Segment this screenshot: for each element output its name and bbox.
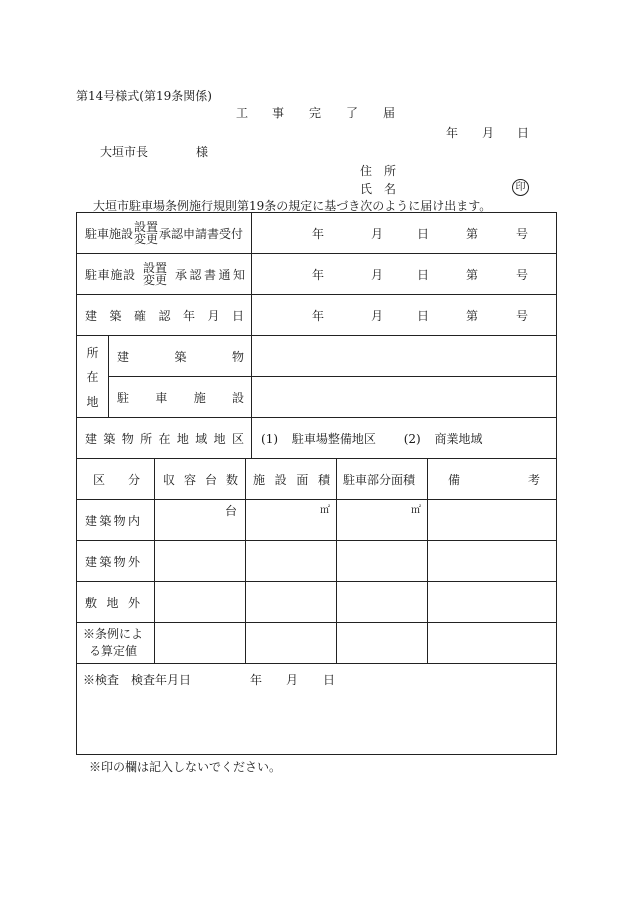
ordinance-label: ※条例によ る算定値 <box>83 627 144 658</box>
confirmation-row <box>77 295 557 336</box>
acceptance-stack-top: 設置 <box>134 220 159 234</box>
inside-capacity[interactable] <box>155 500 246 541</box>
inspection-label: ※検査 <box>83 673 120 687</box>
acceptance-label-right: 承認申請書受付 <box>159 226 244 241</box>
confirmation-label: 建 築 確 認 年 月 日 <box>85 308 245 323</box>
outside-facility-area[interactable] <box>246 541 337 582</box>
offsite-facility-area[interactable] <box>246 582 337 623</box>
intro-text: 大垣市駐車場条例施行規則第19条の規定に基づき次のように届け出ます。 <box>93 199 492 213</box>
inside-row <box>77 500 557 541</box>
acceptance-date-cell[interactable]: 年 月 日 第 号 <box>252 213 557 254</box>
outside-capacity[interactable] <box>155 541 246 582</box>
capacity-unit: 台 <box>224 504 237 518</box>
notice-date-cell[interactable]: 年 月 日 第 号 <box>252 254 557 295</box>
inside-facility-area[interactable] <box>246 500 337 541</box>
acceptance-stack-bottom: 変更 <box>134 232 159 246</box>
ordinance-remarks[interactable] <box>428 623 557 664</box>
capacity-header: 収 容 台 数 <box>163 472 238 487</box>
confirmation-date-cell[interactable]: 年 月 日 第 号 <box>252 295 557 336</box>
ordinance-facility-area[interactable] <box>246 623 337 664</box>
offsite-remarks[interactable] <box>428 582 557 623</box>
offsite-parking-area[interactable] <box>337 582 428 623</box>
option-2-label: 商業地域 <box>434 431 483 446</box>
acceptance-label-left: 駐車施設 <box>85 226 134 241</box>
ordinance-parking-area[interactable] <box>337 623 428 664</box>
footnote: ※印の欄は記入しないでください。 <box>89 760 282 774</box>
option-1-label: 駐車場整備地区 <box>291 431 376 446</box>
outside-parking-area[interactable] <box>337 541 428 582</box>
district-options[interactable] <box>252 418 557 459</box>
notice-stack-top: 設置 <box>143 261 168 275</box>
area-unit-2: ㎡ <box>411 505 422 516</box>
inside-label: 建 築 物 内 <box>85 513 140 528</box>
parking-area-header: 駐車部分面積 <box>343 472 416 487</box>
form-table <box>76 212 557 755</box>
offsite-capacity[interactable] <box>155 582 246 623</box>
ordinance-row <box>77 623 557 664</box>
district-row <box>77 418 557 459</box>
inspection-date-label: 検査年月日 <box>131 673 192 687</box>
kubun-header: 区 分 <box>93 472 140 487</box>
location-vertical-label: 所 在 地 <box>86 345 99 409</box>
inspection-row <box>77 664 557 755</box>
offsite-label: 敷 地 外 <box>85 595 140 610</box>
inside-parking-area[interactable] <box>337 500 428 541</box>
seal-mark: 印 <box>512 179 529 196</box>
option-2-number: (2) <box>403 431 421 446</box>
option-1-number: (1) <box>261 431 279 446</box>
inside-remarks[interactable] <box>428 500 557 541</box>
area-header-row <box>77 459 557 500</box>
location-facility-row <box>77 377 557 418</box>
location-building-value[interactable] <box>252 336 557 377</box>
outside-row <box>77 541 557 582</box>
acceptance-row <box>77 213 557 254</box>
location-facility-value[interactable] <box>252 377 557 418</box>
district-label: 建 築 物 所 在 地 域 地 区 <box>85 431 245 446</box>
remarks-header: 備 考 <box>448 472 541 487</box>
location-facility-label: 駐 車 施 設 <box>117 390 245 405</box>
location-building-row <box>77 336 557 377</box>
notice-row: 駐 車 施 設 設置 変更 承 認 書 通 知 年 月 日 第 号 <box>77 254 557 295</box>
notice-stack-bottom: 変更 <box>143 273 168 287</box>
area-unit-1: ㎡ <box>320 505 331 516</box>
ordinance-capacity[interactable] <box>155 623 246 664</box>
outside-label: 建 築 物 外 <box>85 554 140 569</box>
inspection-cell[interactable]: ※検査 検査年月日 年 月 日 <box>77 664 557 755</box>
location-building-label: 建 築 物 <box>117 349 245 364</box>
offsite-row <box>77 582 557 623</box>
form-number: 第14号様式(第19条関係) <box>76 89 212 103</box>
outside-remarks[interactable] <box>428 541 557 582</box>
facility-area-header: 施 設 面 積 <box>253 472 331 487</box>
